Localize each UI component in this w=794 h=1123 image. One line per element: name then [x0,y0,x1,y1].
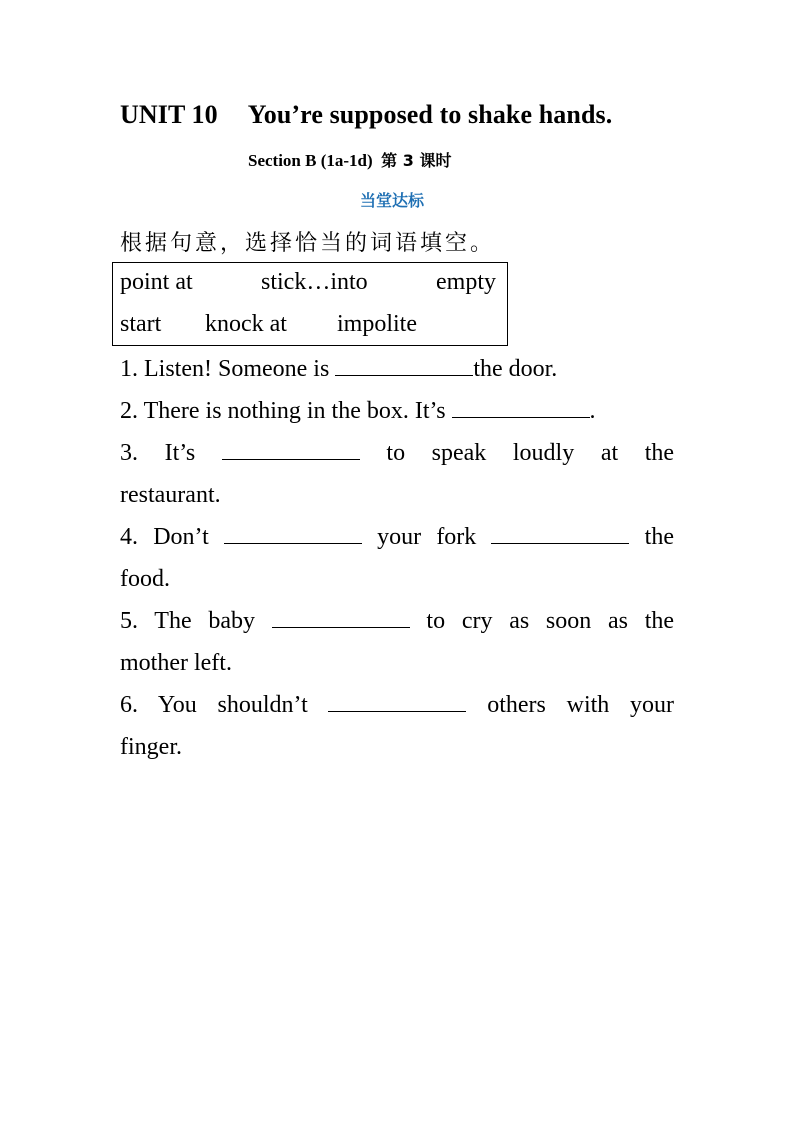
question-number: 1. [120,356,138,382]
answer-blank[interactable] [452,393,590,418]
question-number: 5. [120,608,138,634]
question-3 [120,432,674,474]
word-bank-item: point at [120,269,193,295]
question-number: 4. [120,524,138,550]
question-word: It’s [164,440,196,466]
section-label: Section B (1a-1d) [248,151,373,170]
unit-topic: You’re supposed to shake hands. [247,100,613,129]
answer-blank[interactable] [272,603,410,628]
question-text: Listen! Someone is [144,356,330,382]
question-word: cry [461,608,493,634]
section-tag: 当堂达标 [360,191,425,210]
question-text: . [589,398,596,424]
question-word: You [157,692,197,718]
answer-blank[interactable] [224,519,362,544]
unit-title [120,100,612,130]
question-2 [120,390,596,432]
answer-blank[interactable] [335,351,473,376]
word-bank-box [112,262,508,346]
answer-blank[interactable] [222,435,360,460]
word-bank-item: empty [436,269,496,295]
question-word: to [386,440,406,466]
question-word: to [426,608,446,634]
word-bank-item: start [120,311,162,337]
question-word: with [566,692,610,718]
question-number: 3. [120,440,138,466]
question-5 [120,600,674,642]
question-word: fork [436,524,477,550]
question-number: 2. [120,398,138,424]
word-bank-item: impolite [337,311,417,337]
question-text: There is nothing in the box. It’s [143,398,446,424]
unit-number: UNIT 10 [120,100,218,129]
question-word: The [154,608,192,634]
question-word: your [377,524,422,550]
question-4 [120,516,674,558]
question-word: loudly [512,440,575,466]
question-6 [120,684,674,726]
question-word: at [600,440,619,466]
question-word: Don’t [153,524,209,550]
question-word: your [630,692,675,718]
question-word: the [644,608,675,634]
question-1 [120,348,557,390]
instruction-text: 根据句意，选择恰当的词语填空。 [120,231,496,256]
question-word: baby [208,608,255,634]
word-bank-item: knock at [205,311,287,337]
question-3-continued: restaurant. [120,482,221,508]
question-5-continued: mother left. [120,650,232,676]
answer-blank[interactable] [491,519,629,544]
answer-blank[interactable] [328,687,466,712]
question-word: as [607,608,628,634]
question-word: speak [431,440,487,466]
lesson-label: 第 3 课时 [381,151,452,170]
question-text: the door. [473,356,558,382]
question-word: others [487,692,546,718]
question-number: 6. [120,692,138,718]
word-bank-item: stick…into [261,269,368,295]
question-word: as [509,608,530,634]
question-6-continued: finger. [120,734,182,760]
section-subtitle [248,148,451,171]
question-word: the [644,440,675,466]
question-word: the [644,524,674,550]
question-word: shouldn’t [217,692,308,718]
question-word: soon [545,608,592,634]
question-4-continued: food. [120,566,170,592]
